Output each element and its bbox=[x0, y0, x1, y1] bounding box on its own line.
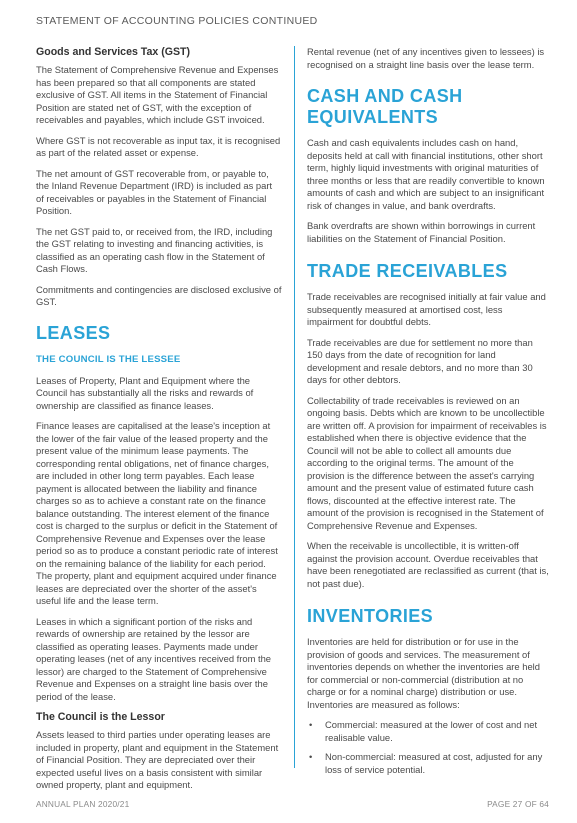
lessee-paragraph-3: Leases in which a significant portion of the risks and rewards of ownership are retained by the lessor are classified as operating leases. Payments made under operating leases (net of any incentives received from the lessor) are charged to the Statement of Comprehensive Revenue and Expenses on a straight line basis over the period of the lease. bbox=[36, 615, 272, 702]
gst-paragraph-5: Commitments and contingencies are disclosed exclusive of GST. bbox=[36, 283, 282, 307]
cash-heading bbox=[307, 86, 549, 128]
leases-heading: LEASES bbox=[36, 322, 111, 343]
running-header: STATEMENT OF ACCOUNTING POLICIES CONTINUED bbox=[36, 15, 318, 27]
cash-paragraph-1: Cash and cash equivalents includes cash on hand, deposits held at call with financial institutions, other short term, highly liquid investments with original maturities of three months or less that are readily convertible to known amounts of cash and which are subject to an insignificant risk of changes in value, and bank overdrafts. bbox=[307, 137, 545, 211]
inventories-paragraph-1: Inventories are held for distribution or for use in the provision of goods and services. The measurement of inventories depends on whether the inventories are held for commercial or non-commercial (distribution at no charge or for a nominal charge) distribution or use. Inventories are measured as follows: bbox=[307, 636, 540, 710]
gst-heading: Goods and Services Tax (GST) bbox=[36, 46, 191, 58]
trade-paragraph-4: When the receivable is uncollectible, it is written-off against the provision account. Overdue receivables that have been renegotiated are reclassified as current (that is, not past due). bbox=[307, 540, 549, 589]
trade-paragraph-1: Trade receivables are recognised initially at fair value and subsequently measured at amortised cost, less impairment for doubtful debts. bbox=[307, 291, 546, 327]
inventories-bullet-list bbox=[307, 719, 549, 776]
footer-page-number: PAGE 27 OF 64 bbox=[487, 799, 549, 809]
right-column bbox=[307, 46, 549, 783]
cash-paragraph-2: Bank overdrafts are shown within borrowings in current liabilities on the Statement of Financial Position. bbox=[307, 220, 536, 244]
list-item-text: Commercial: measured at the lower of cost and net realisable value. bbox=[325, 719, 538, 743]
cash-heading-line-2: EQUIVALENTS bbox=[307, 107, 439, 127]
column-divider bbox=[294, 46, 295, 768]
gst-paragraph-2: Where GST is not recoverable as input tax, it is recognised as part of the related asset or expense. bbox=[36, 134, 281, 158]
gst-paragraph-1: The Statement of Comprehensive Revenue and Expenses has been prepared so that all components are stated exclusive of GST. All items in the Statement of Financial Position are stated net of GST, with the exception of receivables and payables, which include GST invoiced. bbox=[36, 64, 279, 125]
cash-heading-line-1: CASH AND CASH bbox=[307, 86, 463, 106]
lessee-subheading: THE COUNCIL IS THE LESSEE bbox=[36, 353, 181, 365]
bullet-icon: • bbox=[309, 719, 313, 730]
trade-paragraph-3: Collectability of trade receivables is reviewed on an ongoing basis. Debts which are known to be uncollectible are written off. A provision for impairment of receivables is established when there is objective evidence that the Council will not be able to collect all amounts due according to the original terms. The amount of the provision is the difference between the asset's carrying amount and the present value of estimated future cash flows, discounted at the effective interest rate. The amount of the provision is recognised in the Statement of Comprehensive Revenue and Expenses. bbox=[307, 394, 547, 531]
trade-paragraph-2: Trade receivables are due for settlement no more than 150 days from the date of recognition for land development and resale debtors, and no more than 30 days for other debtors. bbox=[307, 336, 533, 385]
rental-revenue-paragraph: Rental revenue (net of any incentives given to lessees) is recognised on a straight line basis over the lease term. bbox=[307, 46, 545, 70]
trade-receivables-heading: TRADE RECEIVABLES bbox=[307, 261, 508, 281]
list-item bbox=[307, 751, 549, 776]
bullet-icon: • bbox=[309, 751, 313, 762]
lessee-paragraph-2: Finance leases are capitalised at the lease's inception at the lower of the fair value of the leased property and the present value of the minimum lease payments. The corresponding rental obligations, net of finance charges, are included in other long term payables. Each lease payment is allocated between the liability and finance charges so as to achieve a constant rate on the finance balance outstanding. The interest element of the finance cost is charged to the surplus or deficit in the Statement of Comprehensive Revenue and Expenses over the lease period so as to produce a constant periodic rate of interest on the remaining balance of the liability for each period. The property, plant and equipment acquired under finance leases are depreciated over the shorter of the asset's useful life and the lease term. bbox=[36, 420, 278, 606]
list-item bbox=[307, 719, 549, 744]
gst-paragraph-3: The net amount of GST recoverable from, or payable to, the Inland Revenue Department (IRD) is included as part of receivables or payables in the Statement of Financial Position. bbox=[36, 167, 273, 216]
list-item-text: Non-commercial: measured at cost, adjusted for any loss of service potential. bbox=[325, 751, 543, 775]
lessor-heading: The Council is the Lessor bbox=[36, 711, 165, 723]
lessor-paragraph-1: Assets leased to third parties under operating leases are included in property, plant and equipment in the Statement of Financial Position. They are depreciated over their expected useful lives on a basis consistent with similar owned property, plant and equipment. bbox=[36, 729, 279, 790]
inventories-heading: INVENTORIES bbox=[307, 606, 434, 626]
footer-document-title: ANNUAL PLAN 2020/21 bbox=[36, 799, 130, 809]
lessee-paragraph-1: Leases of Property, Plant and Equipment where the Council has substantially all the risks and rewards of ownership are classified as finance leases. bbox=[36, 374, 254, 411]
gst-paragraph-4: The net GST paid to, or received from, the IRD, including the GST relating to investing and financing activities, is classified as an operating cash flow in the Statement of Cash Flows. bbox=[36, 225, 273, 274]
left-column bbox=[36, 46, 282, 800]
